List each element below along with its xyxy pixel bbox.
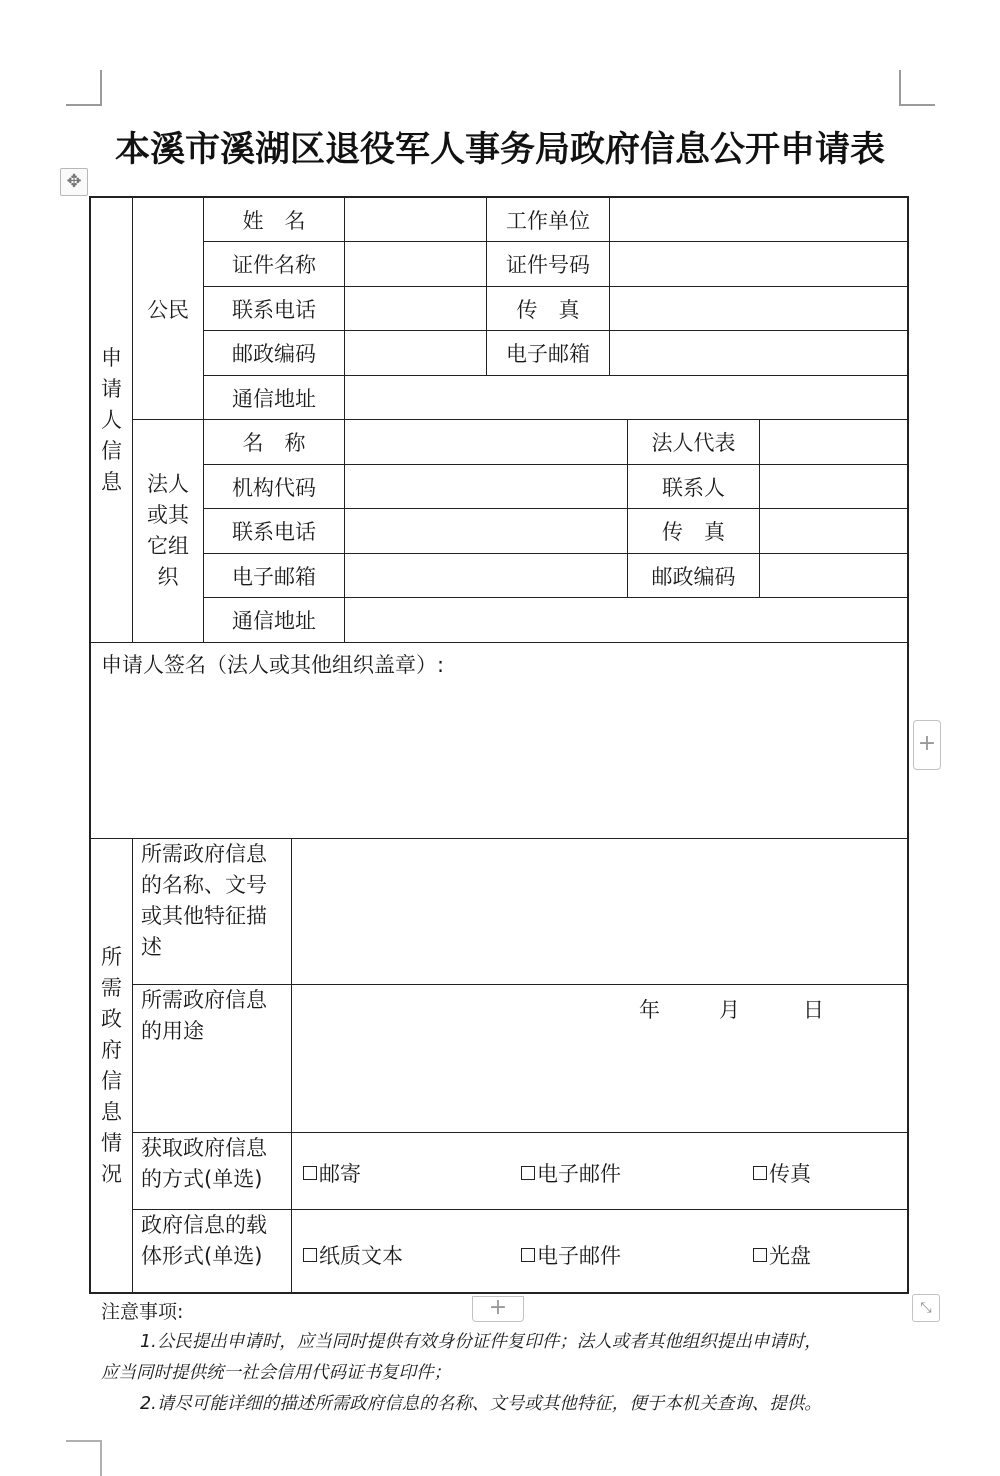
option-label: 邮寄 xyxy=(319,1162,361,1186)
section-char: 政 xyxy=(101,1006,122,1031)
checkbox-icon[interactable] xyxy=(753,1166,767,1180)
checkbox-icon[interactable] xyxy=(753,1248,767,1262)
org-fax-label: 传 真 xyxy=(628,509,760,554)
note-line-3: 2.请尽可能详细的描述所需政府信息的名称、文号或其他特征，便于本机关查询、提供。 xyxy=(140,1394,822,1414)
label-line: 所需政府信息 xyxy=(141,988,267,1012)
option-label: 纸质文本 xyxy=(319,1244,403,1268)
id-type-field[interactable] xyxy=(345,242,487,287)
citizen-phone-field[interactable] xyxy=(345,287,487,331)
method-option-mail[interactable] xyxy=(303,1158,361,1188)
citizen-email-label: 电子邮箱 xyxy=(487,331,610,376)
info-purpose-label xyxy=(133,985,292,1133)
option-label: 光盘 xyxy=(769,1244,811,1268)
label-line: 体形式(单选) xyxy=(141,1244,263,1268)
id-type-label: 证件名称 xyxy=(204,242,345,287)
work-unit-field[interactable] xyxy=(610,198,907,242)
org-address-field[interactable] xyxy=(345,598,907,643)
section-char: 府 xyxy=(101,1037,122,1062)
section-char: 信 xyxy=(101,438,122,463)
label-line: 获取政府信息 xyxy=(141,1136,267,1160)
citizen-name-field[interactable] xyxy=(345,198,487,242)
section-char: 情 xyxy=(101,1130,122,1155)
option-label: 电子邮件 xyxy=(537,1162,621,1186)
method-option-email[interactable] xyxy=(521,1158,621,1188)
application-form-table xyxy=(89,196,909,1294)
access-method-label xyxy=(133,1133,292,1210)
checkbox-icon[interactable] xyxy=(303,1166,317,1180)
org-name-label: 名 称 xyxy=(204,420,345,465)
label-line: 或其他特征描 xyxy=(141,904,267,928)
citizen-postcode-label: 邮政编码 xyxy=(204,331,345,376)
signature-month: 月 xyxy=(719,998,740,1022)
org-label-line: 或其 xyxy=(147,503,189,527)
table-move-icon[interactable]: ✥ xyxy=(60,168,88,196)
org-fax-field[interactable] xyxy=(760,509,907,554)
carrier-option-disc[interactable] xyxy=(753,1240,811,1270)
crop-mark-bottom-left xyxy=(66,1440,102,1476)
section-char: 请 xyxy=(101,376,122,401)
citizen-postcode-field[interactable] xyxy=(345,331,487,376)
label-line: 所需政府信息 xyxy=(141,842,267,866)
section-char: 信 xyxy=(101,1068,122,1093)
table-resize-icon[interactable]: ⤡ xyxy=(912,1294,940,1322)
org-group-label xyxy=(133,420,204,643)
section-char: 息 xyxy=(101,469,122,494)
citizen-fax-field[interactable] xyxy=(610,287,907,331)
checkbox-icon[interactable] xyxy=(521,1248,535,1262)
info-section-label xyxy=(91,839,133,1292)
note-line-1: 1.公民提出申请时，应当同时提供有效身份证件复印件；法人或者其他组织提出申请时， xyxy=(140,1332,822,1352)
org-name-field[interactable] xyxy=(345,420,628,465)
org-code-field[interactable] xyxy=(345,465,628,509)
id-number-label: 证件号码 xyxy=(487,242,610,287)
org-postcode-label: 邮政编码 xyxy=(628,554,760,598)
signature-day: 日 xyxy=(803,998,824,1022)
citizen-email-field[interactable] xyxy=(610,331,907,376)
org-phone-label: 联系电话 xyxy=(204,509,345,554)
section-char: 况 xyxy=(101,1161,122,1186)
citizen-address-label: 通信地址 xyxy=(204,376,345,420)
label-line: 的用途 xyxy=(141,1019,204,1043)
org-label-line: 织 xyxy=(157,565,179,589)
org-phone-field[interactable] xyxy=(345,509,628,554)
section-char: 所 xyxy=(101,944,122,969)
citizen-name-label: 姓 名 xyxy=(204,198,345,242)
org-postcode-field[interactable] xyxy=(760,554,907,598)
legal-rep-field[interactable] xyxy=(760,420,907,465)
citizen-fax-label: 传 真 xyxy=(487,287,610,331)
page-title: 本溪市溪湖区退役军人事务局政府信息公开申请表 xyxy=(114,129,885,170)
label-line: 的方式(单选) xyxy=(141,1167,263,1191)
signature-year: 年 xyxy=(639,998,660,1022)
org-email-label: 电子邮箱 xyxy=(204,554,345,598)
signature-label: 申请人签名（法人或其他组织盖章）: xyxy=(101,653,445,677)
label-line: 的名称、文号 xyxy=(141,873,267,897)
applicant-info-section-label xyxy=(91,198,133,643)
checkbox-icon[interactable] xyxy=(303,1248,317,1262)
carrier-option-email[interactable] xyxy=(521,1240,621,1270)
info-purpose-field[interactable] xyxy=(292,985,907,1133)
org-label-line: 它组 xyxy=(147,534,189,558)
option-label: 电子邮件 xyxy=(537,1244,621,1268)
section-char: 需 xyxy=(101,975,122,1000)
label-line: 述 xyxy=(141,935,162,959)
label-line: 政府信息的载 xyxy=(141,1213,267,1237)
note-line-2: 应当同时提供统一社会信用代码证书复印件； xyxy=(101,1363,451,1383)
citizen-group-label: 公民 xyxy=(133,198,204,420)
option-label: 传真 xyxy=(769,1162,811,1186)
carrier-option-paper[interactable] xyxy=(303,1240,403,1270)
notes-title: 注意事项: xyxy=(101,1301,184,1323)
info-description-field[interactable] xyxy=(292,839,907,985)
id-number-field[interactable] xyxy=(610,242,907,287)
signature-area[interactable] xyxy=(91,643,907,839)
section-char: 人 xyxy=(101,407,122,432)
org-code-label: 机构代码 xyxy=(204,465,345,509)
crop-mark-top-right xyxy=(899,70,935,106)
method-option-fax[interactable] xyxy=(753,1158,811,1188)
add-column-icon[interactable]: + xyxy=(913,720,941,770)
legal-rep-label: 法人代表 xyxy=(628,420,760,465)
crop-mark-top-left xyxy=(66,70,102,106)
org-contact-field[interactable] xyxy=(760,465,907,509)
org-contact-label: 联系人 xyxy=(628,465,760,509)
add-row-icon[interactable]: + xyxy=(472,1296,524,1322)
work-unit-label: 工作单位 xyxy=(487,198,610,242)
section-char: 息 xyxy=(101,1099,122,1124)
org-email-field[interactable] xyxy=(345,554,628,598)
section-char: 申 xyxy=(101,345,122,370)
checkbox-icon[interactable] xyxy=(521,1166,535,1180)
org-address-label: 通信地址 xyxy=(204,598,345,643)
info-description-label xyxy=(133,839,292,985)
citizen-address-field[interactable] xyxy=(345,376,907,420)
org-label-line: 法人 xyxy=(147,472,189,496)
citizen-phone-label: 联系电话 xyxy=(204,287,345,331)
carrier-form-label xyxy=(133,1210,292,1292)
